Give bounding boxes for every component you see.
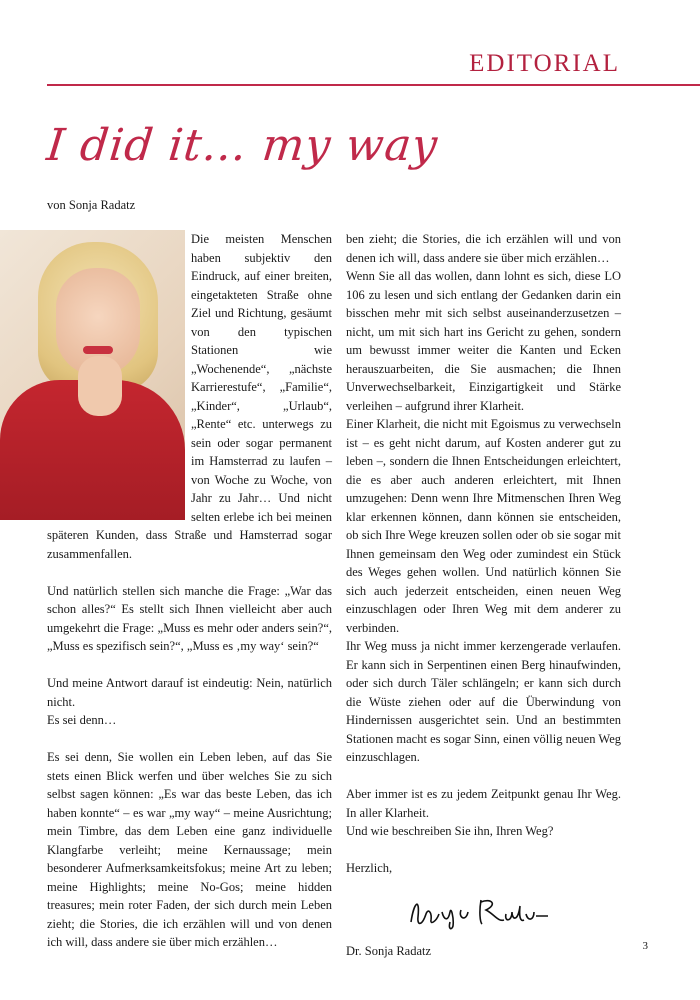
- closing: Herzlich,: [346, 861, 393, 875]
- paragraph-8: Ihr Weg muss ja nicht immer kerzengerade verlaufen. Er kann sich in Serpentinen einen Berg hinaufwinden, oder sich durch Täler schlängeln; er kann sich durch die Wüste ziehen oder auf die Überwindung von Hindernissen ausgerichtet sein. Und an bestimmten Stationen macht es sogar Sinn, einen völlig neuen Weg einzuschlagen.: [346, 639, 621, 764]
- paragraph-1: Die meisten Menschen haben subjektiv den Eindruck, auf einer breiten, eingetakteten Straße ohne Ziel und Richtung, gesäumt von den typischen Stationen wie „Wochenende“, „nächste Karrierestufe“, „Familie“, „Kinder“, „Urlaub“, „Rente“ etc. unterwegs zu sein oder sogar permanent im Hamsterrad zu laufen – von Woche zu Woche, von Jahr zu Jahr… Und nicht selten erlebe ich bei meinen späteren Kunden, dass Straße und Hamsterrad sogar zusammenfallen.: [47, 230, 332, 563]
- author-photo: [0, 230, 185, 510]
- paragraph-5: Es sei denn, Sie wollen ein Leben leben, auf das Sie stets einen Blick werfen und über welches Sie zu sich selbst sagen können: „Es war das beste Leben, das ich haben konnte“ – es war „my way“ – meine Ausrichtung; mein Timbre, das dem Leben eine ganz individuelle Klangfarbe verleiht; meine Kernaussage; mein besonderer Aufmerksamkeitsfokus; meine Art zu leben; meine Highlights; meine No-Gos; meine hidden treasures; mein roter Faden, der sich durch mein Leben zieht; die Stories, die ich erzählen will und von denen ich will, dass andere sie über mich erzählen…: [47, 750, 332, 949]
- article-title: I did it… my way: [44, 120, 441, 171]
- header-rule: [47, 84, 700, 86]
- paragraph-6: Wenn Sie all das wollen, dann lohnt es sich, diese LO 106 zu lesen und sich entlang der Gedanken darin ein bisschen mehr mit sich selbst auseinanderzusetzen – nicht, um mit sich hart ins Gericht zu gehen, sondern um bewusst immer weiter die Kanten und Ecken herauszuarbeiten, die Sie ausmachen; die Ihnen Unverwechselbarkeit, Einzigartigkeit und Stärke verleihen – aufgrund ihrer Klarheit.: [346, 269, 621, 413]
- signoff: Dr. Sonja Radatz: [346, 943, 432, 958]
- paragraph-5-continued: ben zieht; die Stories, die ich erzählen will und von denen ich will, dass andere sie über mich erzählen…: [346, 232, 621, 265]
- right-column: [346, 230, 621, 960]
- paragraph-3: Und meine Antwort darauf ist eindeutig: Nein, natürlich nicht.: [47, 676, 332, 709]
- section-label: EDITORIAL: [469, 50, 620, 77]
- paragraph-4: Es sei denn…: [47, 713, 117, 727]
- page-number: 3: [642, 940, 648, 952]
- byline: von Sonja Radatz: [47, 198, 136, 212]
- paragraph-10: Und wie beschreiben Sie ihn, Ihren Weg?: [346, 824, 554, 838]
- left-column: [47, 230, 332, 949]
- paragraph-7: Einer Klarheit, die nicht mit Egoismus zu verwechseln ist – es geht nicht darum, auf Kosten anderer gut zu leben –, sondern die Ihnen Entscheidungen erleichtert, die es aber auch anderen erleichtert, mit Ihnen umzugehen: Denn wenn Ihre Mitmenschen Ihren Weg klar erkennen können, dann können sie entscheiden, ob sich Ihre Wege kreuzen sollen oder ob sie sogar mit Ihnen gemeinsam den Weg oder zumindest ein Stück des Weges gehen wollen. Und natürlich können Sie sich auch jederzeit entscheiden, einen neuen Weg einzuschlagen oder Ihren Weg mit dem anderer zu verbinden.: [346, 417, 621, 635]
- paragraph-9: Aber immer ist es zu jedem Zeitpunkt genau Ihr Weg. In aller Klarheit.: [346, 787, 621, 820]
- signature: [406, 892, 556, 932]
- paragraph-2: Und natürlich stellen sich manche die Frage: „War das schon alles?“ Es stellt sich Ihnen vielleicht aber auch umgekehrt die Frage: „Muss es mehr oder anders sein?“, „Muss es spezifisch sein?“, „Muss es ‚my way‘ sein?“: [47, 583, 332, 653]
